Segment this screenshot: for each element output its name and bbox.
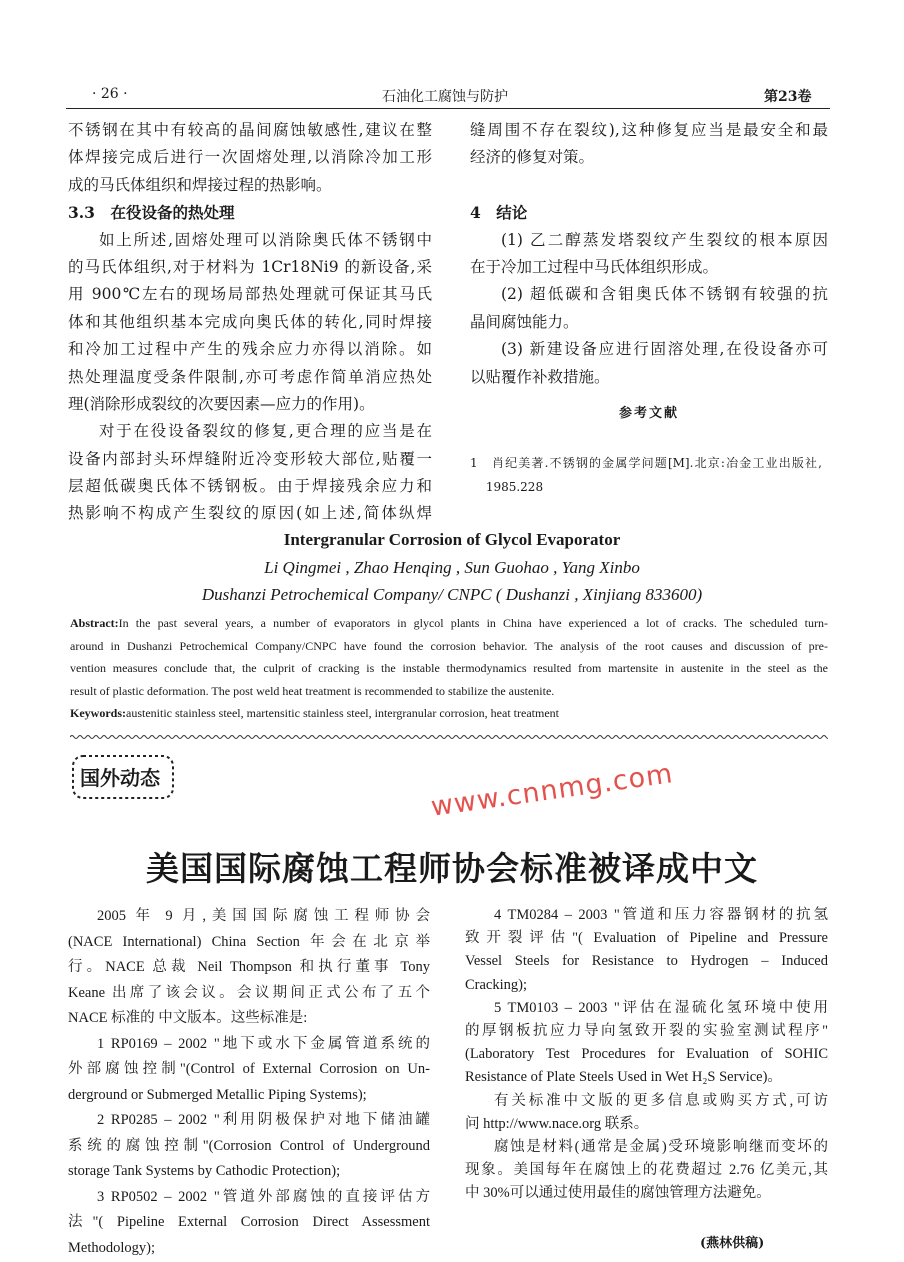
text-line: 在于冷加工过程中马氏体组织形成。 (470, 257, 719, 276)
news-title: 美国国际腐蚀工程师协会标准被译成中文 (146, 849, 758, 888)
text-line: 层超低碳奥氏体不锈钢板。由于焊接残余应力和 (68, 477, 432, 496)
paragraph (68, 1032, 430, 1109)
paragraph (465, 1090, 828, 1136)
text-line: 设备内部封头环焊缝附近冷变形较大部位,贴覆一 (68, 449, 432, 468)
text-line: 腐蚀是材料(通常是金属)受环境影响继而变坏的 (494, 1138, 828, 1155)
text-line: 的马氏体组织,对于材料为 1Cr18Ni9 的新设备,采 (68, 257, 432, 276)
text-line: 如上所述,固熔处理可以消除奥氏体不锈钢中 (99, 230, 432, 249)
paragraph (68, 418, 432, 528)
text-line: 法"( Pipeline External Corrosion Direct Assessment (68, 1214, 430, 1230)
keywords: austenitic stainless steel, martensitic stainless steel, intergranular corrosion, heat treatment (126, 706, 559, 720)
keywords-label: Keywords: (70, 706, 126, 720)
abstract-line: result of plastic deformation. The post weld heat treatment is recommended to stabilize the austenite. (70, 683, 555, 698)
text-line: Resistance of Plate Steels Used in Wet H₂S Service)。 (465, 1069, 782, 1086)
text-line: 对于在役设备裂纹的修复,更合理的应当是在 (99, 422, 432, 441)
text-line: 的厚钢板抗应力导向氢致开裂的实验室测试程序" (465, 1022, 828, 1039)
abstract-line: around in Dushanzi Petrochemical Company/CNPC have found the corrosion behavior. The analysis of the root causes and discussion of pre- (70, 638, 828, 653)
section-heading (68, 199, 432, 226)
text-line: 2005 年 9 月,美国国际腐蚀工程师协会 (97, 908, 430, 924)
text-line: 理(消除形成裂纹的次要因素—应力的作用)。 (68, 394, 375, 413)
reference-item-cont: 1985.228 (470, 480, 544, 494)
paragraph (68, 227, 432, 419)
text-line: 致开裂评估"( Evaluation of Pipeline and Pressure (465, 930, 828, 947)
text-line: 中 30%可以通过使用最佳的腐蚀管理方法避免。 (465, 1185, 771, 1202)
text-line: 现象。美国每年在腐蚀上的花费超过 2.76 亿美元,其 (465, 1162, 828, 1179)
text-line: 3.3 在役设备的热处理 (68, 203, 235, 223)
text-line: 成的马氏体组织和焊接过程的热影响。 (68, 175, 332, 194)
page-number: · 26 · (92, 86, 128, 102)
english-title: Intergranular Corrosion of Glycol Evaporator (283, 530, 621, 549)
text-line: 经济的修复对策。 (470, 148, 595, 167)
section-badge (70, 753, 180, 801)
text-line: 热影响不构成产生裂纹的原因(如上述,简体纵焊 (68, 504, 432, 523)
text-line: 用 900℃左右的现场局部热处理就可保证其马氏 (68, 285, 432, 304)
article2-right-column (465, 904, 828, 1205)
text-line: Keane 出席了该会议。会议期间正式公布了五个 (68, 984, 430, 1001)
paragraph (470, 227, 828, 282)
abstract-line: In the past several years, a number of evaporators in glycol plants in China have experienced a lot of cracks. The scheduled turn- (118, 616, 828, 630)
text-line: 体和其他组织基本完成向奥氏体的转化,同时焊接 (68, 312, 432, 331)
paragraph (68, 1108, 430, 1185)
text-line: (3) 新建设备应进行固溶处理,在役设备亦可 (501, 340, 828, 359)
paragraph (465, 904, 828, 997)
text-line: 有关标准中文版的更多信息或购买方式,可访 (494, 1092, 828, 1109)
text-line: 和冷加工过程中产生的残余应力亦得以消除。如 (68, 340, 432, 359)
text-line: 问 http://www.nace.org 联系。 (465, 1115, 649, 1132)
text-line: 5 TM0103 – 2003 "评估在湿硫化氢环境中使用 (494, 999, 828, 1016)
text-line: (NACE International) China Section 年会在北京举 (68, 933, 430, 950)
article1-right-column (470, 117, 828, 391)
article1-left-column (68, 117, 432, 528)
text-line: 2 RP0285 – 2002 "利用阴极保护对地下储油罐 (97, 1112, 430, 1128)
text-line: 以贴覆作补救措施。 (470, 367, 610, 386)
abstract-label: Abstract: (70, 616, 119, 630)
paragraph (68, 904, 430, 1032)
text-line: (1) 乙二醇蒸发塔裂纹产生裂纹的根本原因 (501, 230, 828, 249)
paragraph (465, 997, 828, 1090)
article2-left-column (68, 904, 430, 1261)
text-line: derground or Submerged Metallic Piping Systems); (68, 1086, 367, 1103)
contributor-note: (燕林供稿) (700, 1236, 765, 1251)
text-line: 热处理温度受条件限制,亦可考虑作简单消应热处 (68, 367, 432, 386)
paragraph (470, 281, 828, 336)
text-line: 1 RP0169 – 2002 "地下或水下金属管道系统的 (97, 1035, 430, 1052)
journal-name: 石油化工腐蚀与防护 (382, 89, 508, 105)
references-heading: 参考文献 (618, 406, 679, 421)
paragraph (470, 336, 828, 391)
text-line: 晶间腐蚀能力。 (470, 312, 579, 331)
volume-label: 第23卷 (764, 89, 812, 105)
text-line: 3 RP0502 – 2002 "管道外部腐蚀的直接评估方 (97, 1188, 430, 1205)
watermark: www.cnnmg.com (429, 758, 676, 823)
english-authors: Li Qingmei , Zhao Henqing , Sun Guohao , Yang Xinbo (264, 558, 640, 577)
text-line: 4 TM0284 – 2003 "管道和压力容器钢材的抗氢 (494, 907, 828, 923)
reference-item: 1 肖纪美著.不锈钢的金属学问题[M].北京:冶金工业出版社, (470, 456, 822, 470)
text-line: 外部腐蚀控制"(Control of External Corrosion on Un- (68, 1061, 430, 1077)
text-line: 系统的腐蚀控制"(Corrosion Control of Underground (68, 1137, 430, 1154)
text-line: NACE 标准的 中文版本。这些标准是: (68, 1010, 308, 1026)
wavy-divider (70, 733, 828, 741)
abstract-line: vention measures conclude that, the culprit of cracking is the instable thermodynamics resulted from martensite in austenite in the steel as the (70, 661, 828, 675)
english-affiliation: Dushanzi Petrochemical Company/ CNPC ( Dushanzi , Xinjiang 833600) (201, 585, 703, 604)
paragraph (68, 1185, 430, 1262)
text-line: 行。NACE 总裁 Neil Thompson 和执行董事 Tony (68, 959, 430, 975)
text-line: Vessel Steels for Resistance to Hydrogen – Induced (465, 953, 828, 970)
text-line: 不锈钢在其中有较高的晶间腐蚀敏感性,建议在整 (68, 121, 432, 139)
paragraph (470, 117, 828, 172)
section-heading (470, 199, 828, 226)
text-line: 缝周围不存在裂纹),这种修复应当是最安全和最 (470, 121, 828, 139)
section-badge-label: 国外动态 (80, 766, 160, 790)
spacer (470, 172, 828, 199)
paragraph (68, 117, 432, 199)
abstract (70, 612, 828, 725)
text-line: 4 结论 (470, 203, 528, 223)
paragraph (465, 1136, 828, 1206)
text-line: Methodology); (68, 1239, 155, 1256)
text-line: 体焊接完成后进行一次固熔处理,以消除冷加工形 (68, 148, 432, 167)
references-list (470, 451, 822, 499)
text-line: storage Tank Systems by Cathodic Protection); (68, 1163, 341, 1179)
text-line: Cracking); (465, 976, 528, 993)
header-rule (66, 108, 830, 109)
text-line: (Laboratory Test Procedures for Evaluation of SOHIC (465, 1046, 828, 1063)
text-line: (2) 超低碳和含钼奥氏体不锈钢有较强的抗 (501, 285, 828, 304)
